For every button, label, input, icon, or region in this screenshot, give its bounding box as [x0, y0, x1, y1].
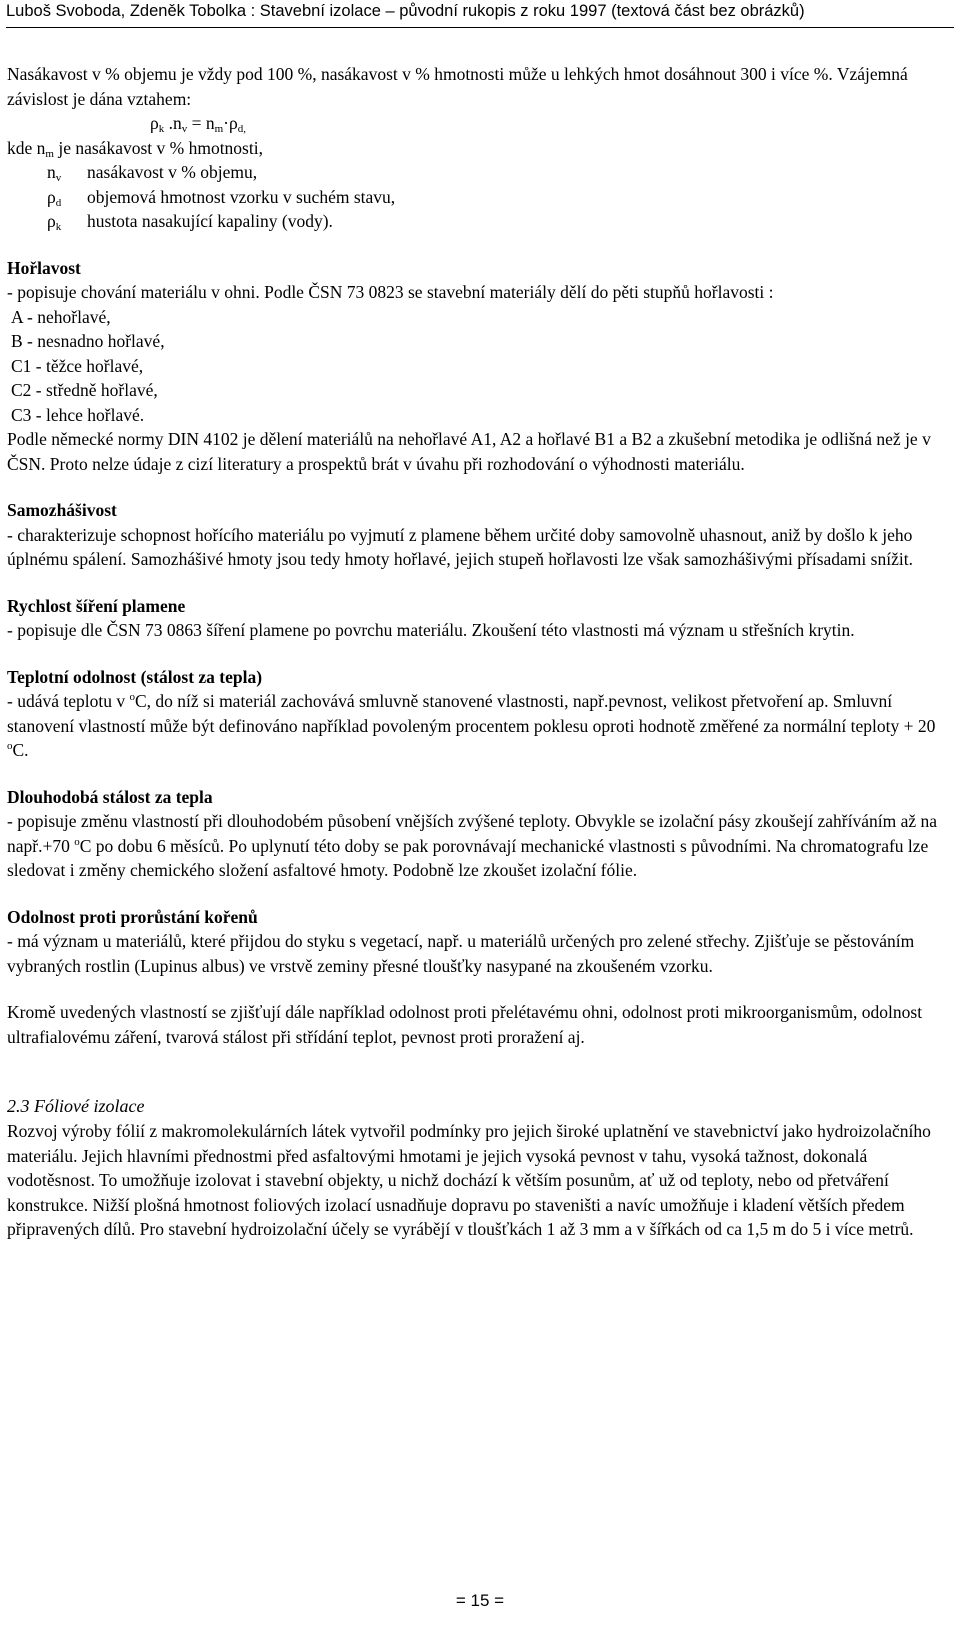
definition-nv: $n_v$ nasákavost v % objemu, — [47, 162, 258, 184]
list-item: A - nehořlavé, — [11, 306, 111, 327]
samozhasivost-text: - charakterizuje schopnost hořícího materiálu po vyjmutí z plamene během určité doby samovolně uhasnout, aniž by došlo k jeho úplnému spálení. Samozhášivé hmoty jsou tedy hmoty hořlavé, jejich stupeň hořlavosti lze však samozhášivými přísadami snížit. — [7, 524, 913, 569]
heading-rychlost: Rychlost šíření plamene — [7, 595, 186, 616]
rychlost-text: - popisuje dle ČSN 73 0863 šíření plamene po povrchu materiálu. Zkoušení této vlastnosti má význam u střešních krytin. — [7, 620, 855, 640]
section-paragraph: Rozvoj výroby fólií z makromolekulárních látek vytvořil podmínky pro jejich široké uplatnění ve stavebnictví jako hydroizolačního materiálu. Jejich hlavními přednostmi před asfaltovými hmotami je jejich vysoká pevnost v tahu, vysoká tažnost, dokonalá vodotěsnost. To umožňuje izolovat i stavební objekty, u nichž dochází k větším posunům, ať už od teploty, nebo od přetváření konstrukce. Nižší plošná hmotnost foliových izolací usnadňuje dopravu po staveništi a navíc umožňuje i kladení větších předem připravených dílů. Pro stavební hydroizolační účely se vyrábějí v tloušťkách 1 až 3 mm a v šířkách od ca 1,5 m do 5 i více metrů. — [7, 1121, 931, 1239]
list-item: C2 - středně hořlavé, — [11, 380, 158, 400]
definition-rho-d: $\rho_d$ objemová hmotnost vzorku v suchém stavu, — [47, 186, 396, 209]
intro-paragraph: Nasákavost v % objemu je vždy pod 100 %, nasákavost v % hmotnosti může u lehkých hmot dosáhnout 300 i více %. Vzájemná závislost je dána vztahem: — [7, 64, 908, 109]
list-item: C3 - lehce hořlavé. — [11, 404, 145, 425]
horlavost-text-din: Podle německé normy DIN 4102 je dělení materiálů na nehořlavé A1, A2 a hořlavé B1 a B2 a zkušební metodika je odlišná než je v ČSN. Proto nelze údaje z cizí literatury a prospektů brát v úvahu při rozhodování o výhodnosti materiálu. — [7, 429, 931, 474]
section-title: 2.3 Fóliové izolace — [7, 1096, 145, 1116]
definition-rho-k: $\rho_k$ hustota nasakující kapaliny (vody). — [47, 211, 333, 233]
horlavost-text: - popisuje chování materiálu v ohni. Podle ČSN 73 0823 se stavební materiály dělí do pěti stupňů hořlavosti : — [7, 282, 774, 302]
list-item: C1 - těžce hořlavé, — [11, 355, 144, 376]
formula: $\rho_k$ $.n_v = n_m\cdot\rho_{d,}$ — [150, 113, 246, 135]
list-item: B - nesnadno hořlavé, — [11, 331, 165, 351]
formula-legend-intro: kde $n_m$ je nasákavost v % hmotnosti, — [7, 137, 263, 160]
krome-paragraph: Kromě uvedených vlastností se zjišťují dále například odolnost proti přelétavému ohni, odolnost proti mikroorganismům, odolnost ultrafialovému záření, tvarová stálost při střídání teplot, pevnost proti proražení aj. — [7, 1002, 923, 1047]
heading-teplotni-odolnost: Teplotní odolnost (stálost za tepla) — [7, 666, 263, 687]
teplotni-odolnost-text: - udává teplotu v $^o$C, do níž si materiál zachovává smluvně stanovené vlastnosti, např.pevnost, velikost přetvoření ap. Smluvní stanovení vlastností může být definováno například povoleným procentem poklesu oproti hodnotě změřené za normální teploty + 20 $^o$C. — [7, 691, 936, 760]
dlouhodoba-stalost-text: - popisuje změnu vlastností při dlouhodobém působení vnějších zvýšené teploty. Obvykle se izolační pásy zkoušejí zahříváním až na např.+70 $^o$C po dobu 6 měsíců. Po uplynutí této doby se pak porovnávají mechanické vlastnosti s původními. Na chromatografu lze sledovat i změny chemického složení asfaltové hmoty. Podobně lze zkoušet izolační fólie. — [7, 811, 938, 880]
heading-samozhasivost: Samozhášivost — [7, 500, 117, 520]
heading-dlouhodoba-stalost: Dlouhodobá stálost za tepla — [7, 786, 213, 807]
horlavost-list — [7, 305, 953, 428]
page-body — [7, 62, 953, 1242]
heading-horlavost: Hořlavost — [7, 257, 81, 278]
page-number: = 15 = — [455, 1591, 505, 1610]
heading-odolnost-korenum: Odolnost proti prorůstání kořenů — [7, 906, 258, 927]
odolnost-korenum-text: - má význam u materiálů, které přijdou do styku s vegetací, např. u materiálů určených pro zelené střechy. Zjišťuje se pěstováním vybraných rostlin (Lupinus albus) ve vrstvě zeminy přesné tloušťky nasypané na zkoušeném vzorku. — [7, 931, 915, 976]
running-header: Luboš Svoboda, Zdeněk Tobolka : Stavební izolace – původní rukopis z roku 1997 (textová část bez obrázků) — [6, 2, 954, 28]
